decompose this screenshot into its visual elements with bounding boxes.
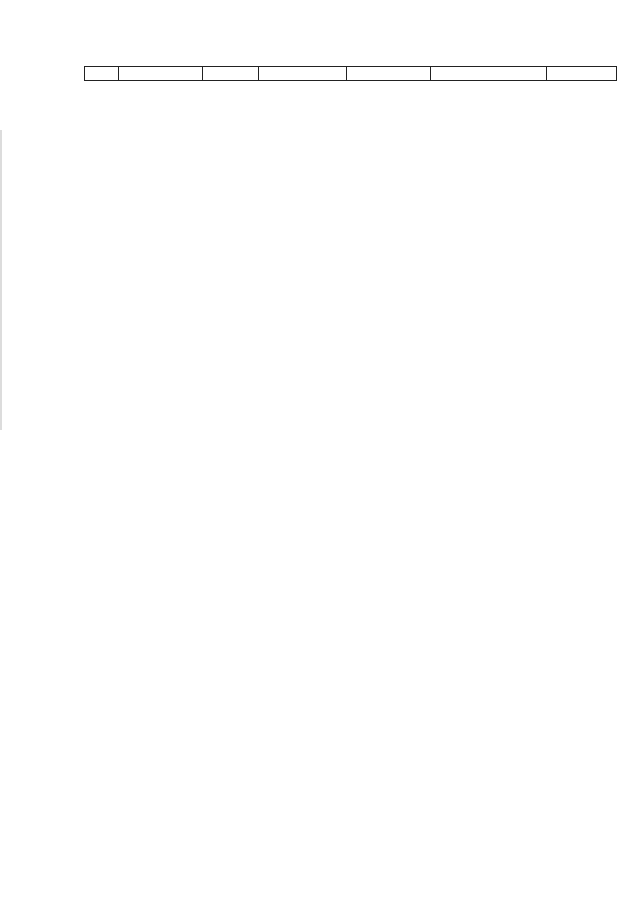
column-header	[259, 67, 347, 81]
column-header	[85, 67, 119, 81]
column-header	[347, 67, 431, 81]
column-header	[431, 67, 547, 81]
column-header	[119, 67, 203, 81]
column-header	[547, 67, 617, 81]
scan-margin-line	[0, 130, 2, 430]
column-header	[203, 67, 259, 81]
column-header-row	[84, 66, 617, 81]
